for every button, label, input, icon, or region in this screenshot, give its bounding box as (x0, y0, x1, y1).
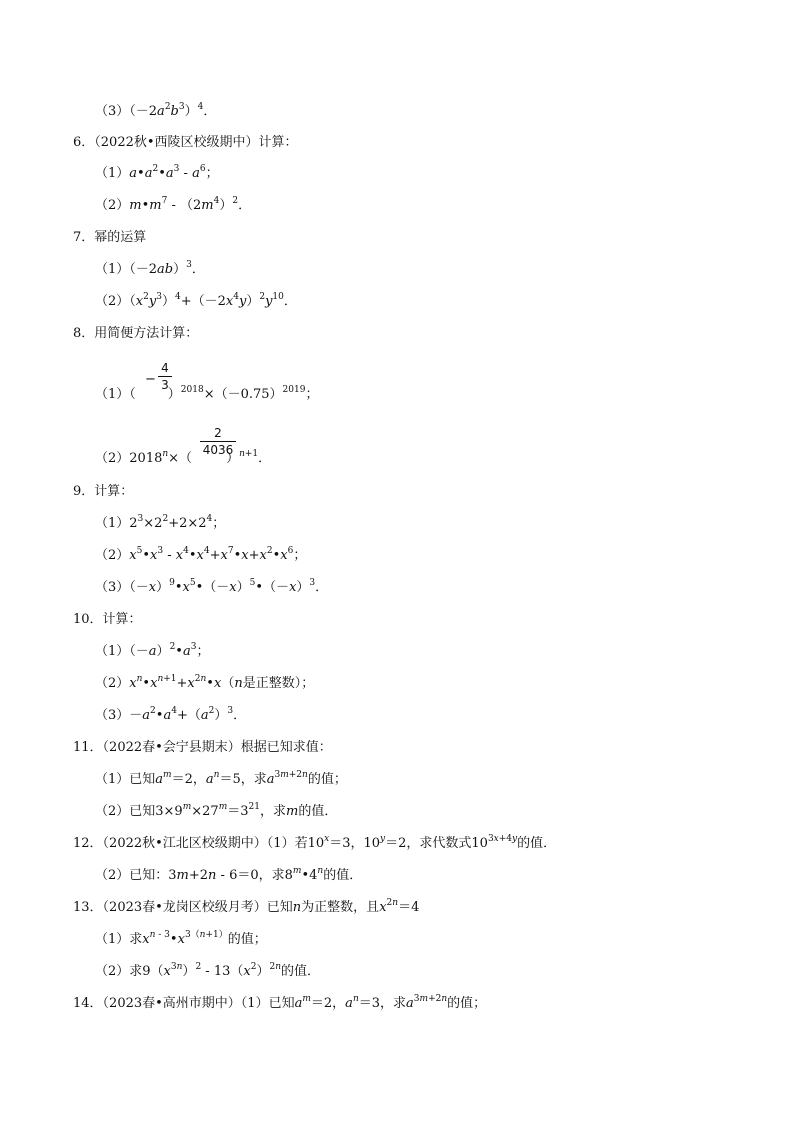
fraction-bar (158, 376, 172, 377)
fraction-denominator: 3 (161, 378, 169, 392)
question-8: 8．用简便方法计算： (73, 326, 199, 341)
fraction-numerator: 2 (214, 426, 222, 440)
question-11: 11．（2022春•会宁县期末）根据已知求值： (73, 740, 332, 755)
question-14: 14．（2023春•高州市期中）（1）已知$a^m=2$，$a^n=3$，求$a^{3m+2n}$的值； (73, 994, 487, 1011)
q12-part-2: （2）已知：3m+2n - 6＝0，求8$^m$•4$^n$的值． (95, 866, 363, 883)
q6-part-1: $(1)a•a^2•a^3 - a^6$； (95, 164, 219, 181)
fraction-four-thirds (158, 361, 172, 392)
fraction-bar (200, 441, 236, 442)
q13-part-2: （2）求$9(x^{3n})^2 - 13(x^2)^{2n}$的值． (95, 962, 321, 979)
fraction-minus-sign: − (145, 372, 156, 387)
q11-part-1: （1）已知$a^m=2$，$a^n=5$，求$a^{3m+2n}$的值； (95, 770, 347, 787)
q8-part-1: （1）（ ）$^{2018}\times(-0.75)^{2019}$； (95, 385, 319, 402)
fraction-numerator: 4 (161, 361, 169, 375)
question-6: 6．（2022秋•西陵区校级期中）计算： (73, 135, 298, 150)
q10-part-1: $(1)(-a)^2•a^3$； (95, 642, 210, 659)
q13-part-1: （1）求$x^{n - 3}•x^{3(n+1)}$的值； (95, 930, 267, 947)
q11-part-2: （2）已知$3\times 9^m\times 27^m=3^{21}$，求m的值． (95, 802, 338, 819)
fraction-2-over-4036 (200, 426, 236, 457)
q10-part-3: $(3)-a^2•a^4+(a^2)^3$． (95, 706, 247, 723)
q8-part-2: $(2)2018^n\times$（ ）$^{n+1}$． (95, 449, 272, 466)
q7-part-1: $(1)(-2ab)^3$． (95, 260, 205, 277)
q9-part-2: $(2)x^5•x^3$ - $x^4•x^4+x^7•x+x^2•x^6$； (95, 546, 307, 563)
question-7: 7．幂的运算 (73, 230, 147, 245)
question-10: 10．计算： (73, 612, 142, 627)
line-3-of-5: $(3)(-2a^2b^3)^4$． (95, 102, 217, 119)
q7-part-2: $(2)(x^2y^3)^4+(-2x^4y)^2y^{10}$． (95, 292, 297, 309)
q10-part-2: $(2)x^n•x^{n+1}+x^{2n}•x(n$是正整数）； (95, 674, 315, 691)
question-12: 12．（2022秋•江北区校级期中）（1）若$10^x=3$，$10^y=2$，求代数式$10^{3x+4y}$的值． (73, 834, 557, 851)
q9-part-1: $(1)2^3\times 2^2+2\times 2^4$； (95, 514, 226, 531)
q6-part-2: $(2)m•m^7 - (2m^4)^2$． (95, 196, 252, 213)
question-9: 9．计算： (73, 484, 134, 499)
question-13: 13．（2023春•龙岗区校级月考）已知n为正整数，且$x^{2n}=4$ (73, 898, 420, 915)
fraction-denominator: 4036 (202, 443, 234, 457)
q9-part-3: $(3)(-x)^9•x^5•(-x)^5•(-x)^3$． (95, 578, 329, 595)
